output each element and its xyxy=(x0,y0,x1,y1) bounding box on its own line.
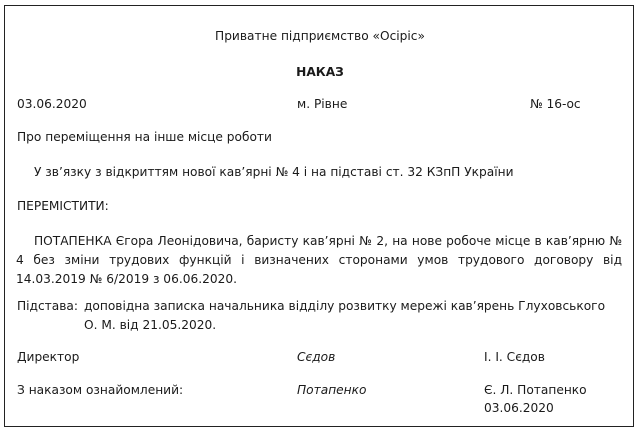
acquainted-label: З наказом ознайомлений: xyxy=(17,383,184,397)
director-label: Директор xyxy=(17,350,80,364)
employee-signature: Потапенко xyxy=(297,383,367,397)
acquainted-date: 03.06.2020 xyxy=(484,401,554,415)
organization-name: Приватне підприємство «Осіріс» xyxy=(215,29,425,43)
document-number: № 16-ос xyxy=(530,97,581,111)
document-preamble: У зв’язку з відкриттям нової кав’ярні № 4 і на підставі ст. 32 КЗпП України xyxy=(34,165,514,179)
document-date: 03.06.2020 xyxy=(17,97,87,111)
document-title: НАКАЗ xyxy=(296,65,344,79)
document-city: м. Рівне xyxy=(297,97,348,111)
basis-label: Підстава: xyxy=(17,299,79,313)
employee-name: Є. Л. Потапенко xyxy=(484,383,587,397)
document-body: ПОТАПЕНКА Єгора Леонідовича, баристу кав’ярні № 2, на нове робоче місце в кав’ярню № 4 без зміни трудових функцій і визначених сторонами умов трудового договору від 14.03.2019 № 6/2019 з 06.06.2020. xyxy=(16,234,622,286)
director-name: І. І. Сєдов xyxy=(484,350,545,364)
basis-text: доповідна записка начальника відділу розвитку мережі кав’ярень Глуховського О. М. від 21.05.2020. xyxy=(84,299,606,332)
document-directive: ПЕРЕМІСТИТИ: xyxy=(17,199,109,213)
document-subject: Про переміщення на інше місце роботи xyxy=(17,130,272,144)
director-signature: Сєдов xyxy=(297,350,336,364)
